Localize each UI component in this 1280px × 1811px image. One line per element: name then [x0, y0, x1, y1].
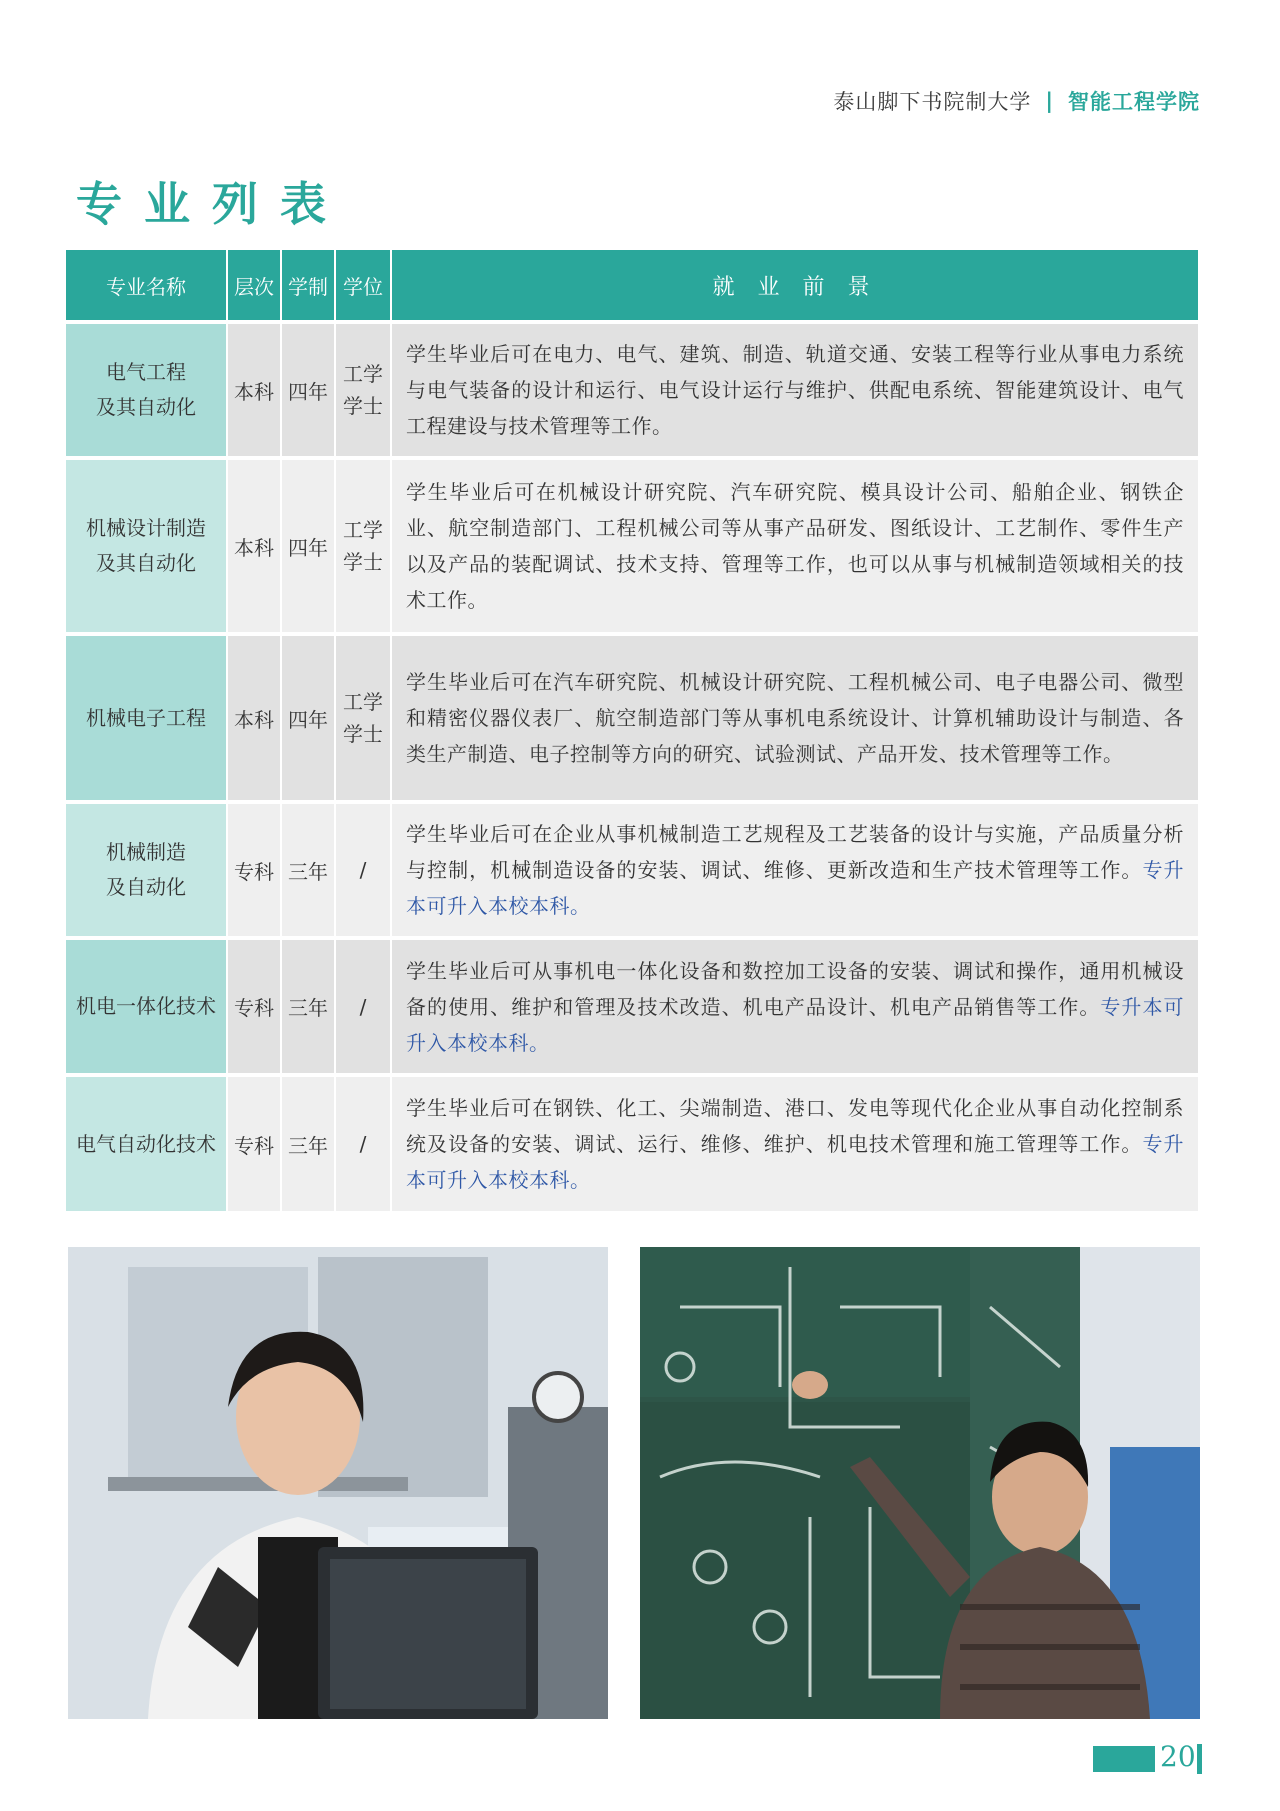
major-name-line: 及其自动化 [96, 551, 196, 575]
page-number: 20 [1160, 1740, 1196, 1773]
major-degree [335, 802, 391, 938]
major-prospects [391, 938, 1199, 1075]
major-name [66, 938, 227, 1075]
major-name [66, 322, 227, 458]
major-degree [335, 938, 391, 1075]
header-separator: | [1045, 89, 1054, 113]
upgrade-note: 专升本可升入本校本科。 [406, 858, 1185, 918]
major-degree [335, 1075, 391, 1213]
table-row [66, 1075, 1199, 1213]
major-duration: 三年 [281, 1075, 335, 1213]
major-duration: 三年 [281, 802, 335, 938]
lab-student-illustration [68, 1247, 608, 1719]
major-duration: 三年 [281, 938, 335, 1075]
major-name-line: 机电一体化技术 [76, 994, 216, 1018]
header-prospects: 就 业 前 景 [391, 250, 1199, 322]
major-duration: 四年 [281, 322, 335, 458]
major-prospects [391, 322, 1199, 458]
section-title: 专业列表 [76, 177, 348, 231]
degree-line: 学士 [343, 550, 383, 574]
major-prospects [391, 802, 1199, 938]
header-duration: 学制 [281, 250, 335, 322]
prospects-text: 学生毕业后可在电力、电气、建筑、制造、轨道交通、安装工程等行业从事电力系统与电气装备的设计和运行、电气设计运行与维护、供配电系统、智能建筑设计、电气工程建设与技术管理等工作。 [406, 342, 1184, 438]
school-name: 智能工程学院 [1068, 90, 1200, 114]
major-degree [335, 322, 391, 458]
major-prospects [391, 634, 1199, 802]
major-level: 本科 [227, 322, 281, 458]
degree-line: / [359, 994, 367, 1019]
major-level: 本科 [227, 634, 281, 802]
lab-student-photo [68, 1247, 608, 1719]
degree-line: 学士 [343, 722, 383, 746]
blackboard-illustration [640, 1247, 1200, 1719]
degree-line: / [359, 858, 367, 882]
table-header-row [66, 250, 1199, 322]
major-prospects [391, 1075, 1199, 1213]
university-name: 泰山脚下书院制大学 [833, 90, 1032, 114]
major-name-line: 机械设计制造 [86, 516, 206, 540]
major-level: 专科 [227, 938, 281, 1075]
degree-line: / [359, 1132, 367, 1156]
prospects-text: 学生毕业后可从事机电一体化设备和数控加工设备的安装、调试和操作，通用机械设备的使用、维护和管理及技术改造、机电产品设计、机电产品销售等工作。 [406, 958, 1184, 1019]
degree-line: 学士 [343, 394, 383, 418]
major-name-line: 及其自动化 [96, 395, 196, 419]
prospects-text: 学生毕业后可在汽车研究院、机械设计研究院、工程机械公司、电子电器公司、微型和精密仪器仪表厂、航空制造部门等从事机电系统设计、计算机辅助设计与制造、各类生产制造、电子控制等方向的研究、试验测试、产品开发、技术管理等工作。 [406, 670, 1184, 766]
major-name-line: 电气自动化技术 [76, 1131, 216, 1156]
major-name [66, 802, 227, 938]
table-row [66, 634, 1199, 802]
major-level: 专科 [227, 802, 281, 938]
major-level: 本科 [227, 458, 281, 634]
major-level: 专科 [227, 1075, 281, 1213]
major-name [66, 458, 227, 634]
header-degree: 学位 [335, 250, 391, 322]
degree-line: 工学 [343, 518, 383, 542]
major-degree [335, 634, 391, 802]
major-name [66, 634, 227, 802]
page-number-tick [1197, 1744, 1202, 1774]
prospects-text: 学生毕业后可在企业从事机械制造工艺规程及工艺装备的设计与实施，产品质量分析与控制，机械制造设备的安装、调试、维修、更新改造和生产技术管理等工作。 [406, 822, 1184, 882]
page-number-bar [1093, 1746, 1155, 1772]
major-name-line: 机械电子工程 [86, 705, 206, 730]
major-name [66, 1075, 227, 1213]
table-row [66, 322, 1199, 458]
blackboard-student-photo [640, 1247, 1200, 1719]
header-name: 专业名称 [66, 250, 227, 322]
degree-line: 工学 [343, 690, 383, 714]
header-level: 层次 [227, 250, 281, 322]
major-name-line: 及自动化 [106, 875, 186, 899]
degree-line: 工学 [343, 362, 383, 386]
upgrade-note: 专升本可升入本校本科。 [406, 1132, 1185, 1192]
major-duration: 四年 [281, 634, 335, 802]
major-prospects [391, 458, 1199, 634]
major-name-line: 电气工程 [106, 360, 186, 384]
table-row [66, 938, 1199, 1075]
prospects-text: 学生毕业后可在机械设计研究院、汽车研究院、模具设计公司、船舶企业、钢铁企业、航空制造部门、工程机械公司等从事产品研发、图纸设计、工艺制作、零件生产以及产品的装配调试、技术支持、管理等工作，也可以从事与机械制造领域相关的技术工作。 [406, 480, 1184, 612]
major-name-line: 机械制造 [106, 840, 186, 864]
majors-table [66, 250, 1200, 1215]
major-duration: 四年 [281, 458, 335, 634]
prospects-text: 学生毕业后可在钢铁、化工、尖端制造、港口、发电等现代化企业从事自动化控制系统及设备的安装、调试、运行、维修、维护、机电技术管理和施工管理等工作。 [406, 1096, 1184, 1156]
major-degree [335, 458, 391, 634]
table-row [66, 458, 1199, 634]
upgrade-note: 专升本可升入本校本科。 [406, 994, 1185, 1055]
page-header [833, 86, 1200, 116]
table-row [66, 802, 1199, 938]
